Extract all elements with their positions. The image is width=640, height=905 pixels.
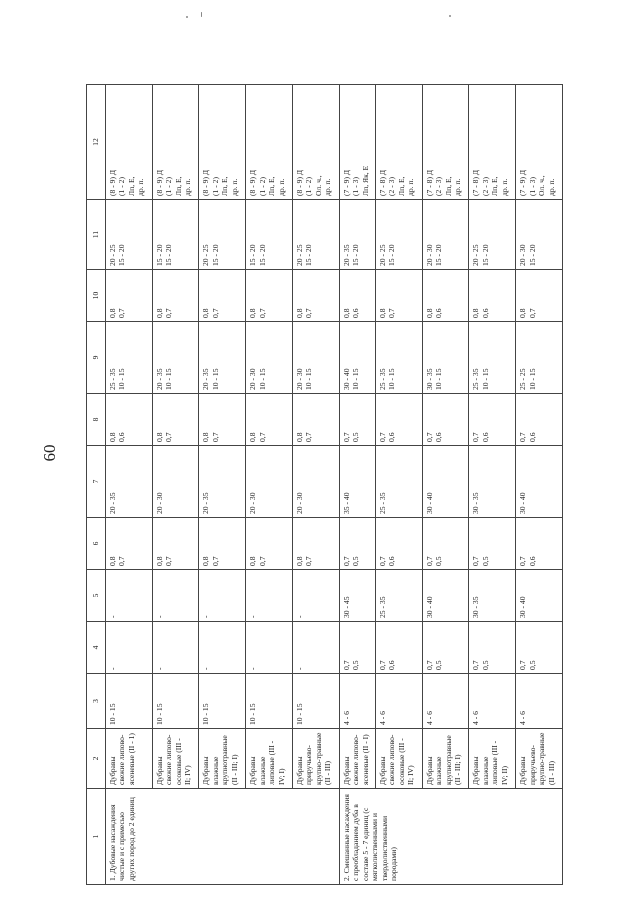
table-cell: 20 - 25 15 - 20	[199, 200, 246, 270]
table-cell: 0,7 0,5	[339, 622, 375, 674]
forest-type-cell: Дубравы влажные крупнотравные (II - III; I)	[422, 729, 469, 789]
table-cell: 20 - 30 15 - 20	[422, 200, 469, 270]
table-cell: 4 - 6	[339, 674, 375, 729]
table-cell: -	[106, 622, 153, 674]
table-cell: 4 - 6	[516, 674, 563, 729]
table-cell: 0,7 0,5	[422, 518, 469, 570]
table-cell: 0,7 0,6	[376, 622, 423, 674]
table-row	[152, 85, 199, 885]
column-number-row	[87, 85, 106, 885]
table-cell: 0,8 0,7	[199, 518, 246, 570]
table-cell: 4 - 6	[376, 674, 423, 729]
table-cell: 0,7 0,5	[469, 622, 516, 674]
table-cell: 35 - 40	[339, 446, 375, 518]
column-header: 3	[87, 674, 106, 729]
table-cell: 0,7 0,5	[339, 394, 375, 446]
table-cell: 0,8 0,7	[199, 394, 246, 446]
table-cell: 4 - 6	[469, 674, 516, 729]
table-cell: 0,8 0,6	[339, 270, 375, 322]
table-cell: 0,8 0,7	[292, 518, 339, 570]
composition-cell: (7 - 9) Д (1 - 3) Лп, Як, Е	[339, 85, 375, 200]
composition-cell: (8 - 9) Д (1 - 2) Лп, Е, др. п.	[199, 85, 246, 200]
table-cell: -	[152, 622, 199, 674]
table-cell: 0,7 0,5	[469, 518, 516, 570]
table-row	[469, 85, 516, 885]
table-cell: 30 - 40 10 - 15	[339, 322, 375, 394]
table-row	[376, 85, 423, 885]
table-cell: 25 - 35 10 - 15	[469, 322, 516, 394]
column-header: 9	[87, 322, 106, 394]
table-cell: 25 - 35	[376, 446, 423, 518]
forest-type-cell: Дубравы свежие липово-осоковые (III - II; IV)	[376, 729, 423, 789]
group-title: 2. Смешанные насаждения с преобладанием дуба в составе 5 - 7 единиц (с мягколиственными и твердолиственными породами)	[339, 789, 562, 885]
composition-cell: (7 - 8) Д (2 - 3) Лп, Е, др. п.	[469, 85, 516, 200]
table-cell: 20 - 35	[199, 446, 246, 518]
table-row	[516, 85, 563, 885]
table-cell: 0,8 0,6	[422, 270, 469, 322]
table-cell: 20 - 30 15 - 20	[516, 200, 563, 270]
table-cell: 20 - 25 15 - 20	[376, 200, 423, 270]
table-cell: 0,8 0,7	[152, 394, 199, 446]
table-cell: 0,8 0,6	[469, 270, 516, 322]
composition-cell: (7 - 8) Д (2 - 3) Лп, Е, др. п.	[422, 85, 469, 200]
column-header: 8	[87, 394, 106, 446]
table-cell: 20 - 30 10 - 15	[246, 322, 293, 394]
table-cell: -	[246, 622, 293, 674]
table-cell: 10 - 15	[292, 674, 339, 729]
table-row	[199, 85, 246, 885]
composition-cell: (8 - 9) Д (1 - 2) Ол. ч., др. п.	[292, 85, 339, 200]
table-cell: 0,8 0,6	[106, 394, 153, 446]
table-cell: 20 - 25 15 - 20	[292, 200, 339, 270]
table-cell: 0,7 0,6	[516, 394, 563, 446]
forest-type-cell: Дубравы влажные липовые (III - IV; I)	[246, 729, 293, 789]
forest-type-cell: Дубравы свежие липово-осоковые (III - II; IV)	[152, 729, 199, 789]
table-cell: 0,8 0,7	[199, 270, 246, 322]
rotated-table-wrapper	[86, 85, 563, 885]
table-cell: 20 - 30	[152, 446, 199, 518]
table-cell: -	[152, 570, 199, 622]
scan-speck	[186, 16, 188, 18]
group-title: 1. Дубовые насаждения чистые и с примесью других пород до 2 единиц	[106, 789, 340, 885]
table-cell: 0,8 0,7	[246, 394, 293, 446]
table-row	[339, 85, 375, 885]
table-cell: 20 - 25 15 - 20	[469, 200, 516, 270]
table-cell: 10 - 15	[199, 674, 246, 729]
table-cell: 30 - 40	[516, 570, 563, 622]
forest-stand-table	[86, 84, 563, 885]
table-cell: 0,8 0,7	[152, 518, 199, 570]
table-cell: 15 - 20 15 - 20	[152, 200, 199, 270]
table-cell: 15 - 20 15 - 20	[246, 200, 293, 270]
table-cell: 4 - 6	[422, 674, 469, 729]
table-row	[246, 85, 293, 885]
table-cell: 30 - 40	[422, 446, 469, 518]
table-cell: 0,8 0,7	[376, 270, 423, 322]
table-cell: 0,8 0,7	[292, 270, 339, 322]
scan-speck	[449, 15, 451, 17]
table-row	[106, 85, 153, 885]
table-cell: 0,7 0,6	[376, 518, 423, 570]
table-cell: -	[199, 570, 246, 622]
table-cell: -	[199, 622, 246, 674]
table-cell: 0,7 0,5	[516, 622, 563, 674]
table-row	[292, 85, 339, 885]
table-cell: 30 - 35	[469, 570, 516, 622]
table-cell: 0,7 0,5	[422, 622, 469, 674]
table-cell: 20 - 30 10 - 15	[292, 322, 339, 394]
composition-cell: (8 - 9) Д (1 - 2) Лп, Е, др. п.	[152, 85, 199, 200]
table-cell: -	[292, 570, 339, 622]
table-cell: 0,7 0,6	[376, 394, 423, 446]
table-cell: -	[106, 570, 153, 622]
table-cell: -	[292, 622, 339, 674]
table-cell: 20 - 30	[246, 446, 293, 518]
table-cell: 20 - 35	[106, 446, 153, 518]
table-cell: 0,8 0,7	[106, 518, 153, 570]
forest-type-cell: Дубравы свежие липово-ясеневые (II - 1)	[106, 729, 153, 789]
table-cell: 0,8 0,7	[106, 270, 153, 322]
table-cell: 0,7 0,6	[469, 394, 516, 446]
forest-type-cell: Дубравы приручьево-крупно-травные (II - III)	[516, 729, 563, 789]
table-cell: 0,8 0,7	[246, 270, 293, 322]
forest-type-cell: Дубравы свежие липово-ясеневые (II - I)	[339, 729, 375, 789]
column-header: 10	[87, 270, 106, 322]
table-cell: 0,8 0,7	[152, 270, 199, 322]
table-cell: 25 - 25 10 - 15	[516, 322, 563, 394]
column-header: 12	[87, 85, 106, 200]
column-header: 5	[87, 570, 106, 622]
table-cell: 30 - 35 10 - 15	[422, 322, 469, 394]
table-cell: 20 - 25 15 - 20	[106, 200, 153, 270]
forest-type-cell: Дубравы влажные липовые (III - IV; II)	[469, 729, 516, 789]
table-cell: 30 - 40	[516, 446, 563, 518]
forest-type-cell: Дубравы приручьево-крупно-травные (II - III)	[292, 729, 339, 789]
column-header: 11	[87, 200, 106, 270]
page-number: 60	[40, 444, 59, 462]
column-header: 1	[87, 789, 106, 885]
table-cell: 30 - 40	[422, 570, 469, 622]
column-header: 4	[87, 622, 106, 674]
column-header: 2	[87, 729, 106, 789]
composition-cell: (7 - 9) Д (1 - 3) Ол. ч., др. п.	[516, 85, 563, 200]
table-cell: 20 - 30	[292, 446, 339, 518]
composition-cell: (8 - 9) Д (1 - 2) Лп, Е, др. п.	[106, 85, 153, 200]
table-cell: -	[246, 570, 293, 622]
table-cell: 30 - 35	[469, 446, 516, 518]
table-cell: 0,8 0,7	[246, 518, 293, 570]
composition-cell: (8 - 9) Д (1 - 2) Лп, Е, др. п.	[246, 85, 293, 200]
table-cell: 10 - 15	[152, 674, 199, 729]
table-cell: 25 - 35	[376, 570, 423, 622]
table-cell: 25 - 35 10 - 15	[106, 322, 153, 394]
column-header: 6	[87, 518, 106, 570]
table-row	[422, 85, 469, 885]
table-cell: 20 - 35 10 - 15	[199, 322, 246, 394]
scan-speck	[201, 12, 202, 17]
table-cell: 0,7 0,6	[422, 394, 469, 446]
column-header: 7	[87, 446, 106, 518]
table-cell: 25 - 35 10 - 15	[376, 322, 423, 394]
table-cell: 0,7 0,5	[339, 518, 375, 570]
composition-cell: (7 - 8) Д (2 - 3) Лп, Е, др. п.	[376, 85, 423, 200]
table-cell: 30 - 45	[339, 570, 375, 622]
table-cell: 0,8 0,7	[516, 270, 563, 322]
forest-type-cell: Дубравы влажные крупнотравные (II - III; I)	[199, 729, 246, 789]
table-cell: 0,8 0,7	[292, 394, 339, 446]
table-cell: 10 - 15	[106, 674, 153, 729]
table-cell: 10 - 15	[246, 674, 293, 729]
table-cell: 0,7 0,6	[516, 518, 563, 570]
table-cell: 20 - 35 15 - 20	[339, 200, 375, 270]
table-cell: 20 - 35 10 - 15	[152, 322, 199, 394]
